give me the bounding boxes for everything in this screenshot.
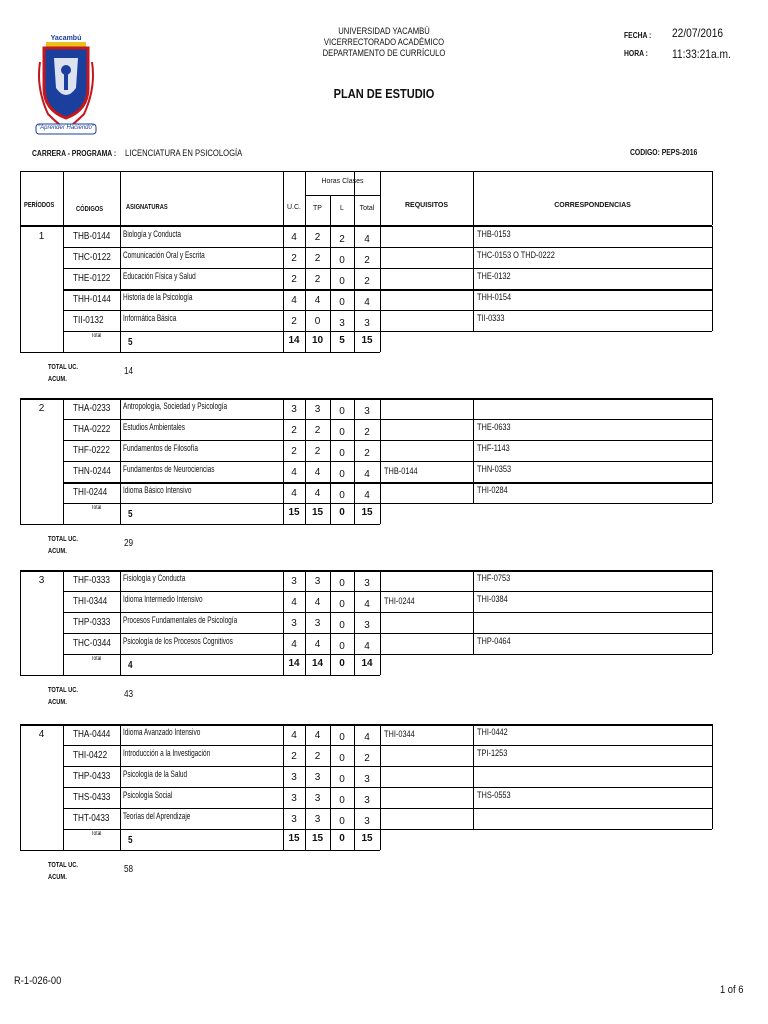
subject-name: Idioma Avanzado Intensivo (123, 727, 201, 737)
subject-name: Fundamentos de Neurociencias (123, 464, 215, 474)
subject-code: THE-0122 (73, 273, 111, 284)
table-row-rule (63, 503, 712, 504)
page-title: PLAN DE ESTUDIO (333, 86, 435, 101)
subject-l: 0 (339, 490, 345, 501)
total-row-label: Total (91, 333, 102, 339)
subject-correspondencia: THF-1143 (477, 443, 510, 453)
acum-label: ACUM. (48, 548, 67, 555)
total-row-label: Total (91, 505, 102, 511)
subject-code: THC-0122 (73, 252, 111, 263)
subject-name: Introducción a la Investigación (123, 748, 211, 758)
total-row-label: Total (91, 831, 102, 837)
subject-total-hours: 4 (364, 490, 370, 501)
period-rule (20, 724, 21, 850)
period-number: 3 (38, 575, 45, 586)
subject-total-hours: 3 (364, 774, 370, 785)
total-row-uc: 15 (288, 507, 300, 518)
subject-correspondencia: THE-0132 (477, 271, 511, 281)
col-header-tp: TP (313, 205, 322, 212)
period-number: 4 (38, 729, 45, 740)
header-rule (20, 171, 712, 172)
page-number: 1 of 6 (720, 984, 744, 996)
subject-correspondencia: TII-0333 (477, 313, 505, 323)
subject-name: Historia de la Psicología (123, 292, 193, 302)
subject-l: 0 (339, 427, 345, 438)
subject-l: 0 (339, 276, 345, 287)
subject-uc: 2 (291, 316, 297, 327)
subject-correspondencia: THE-0633 (477, 422, 511, 432)
subject-l: 0 (339, 297, 345, 308)
total-row-tp: 15 (311, 833, 324, 844)
period-rule (712, 570, 713, 654)
subject-tp: 2 (314, 751, 321, 762)
subject-name: Idioma Básico Intensivo (123, 485, 192, 495)
total-row-count: 5 (128, 835, 133, 846)
period-rule (20, 398, 21, 524)
subject-total-hours: 2 (364, 753, 370, 764)
subject-name: Psicología de los Procesos Cognitivos (123, 636, 233, 646)
subject-tp: 4 (314, 488, 321, 499)
total-uc-label: TOTAL UC. (48, 687, 78, 694)
table-row-rule (63, 787, 712, 788)
subject-uc: 3 (291, 404, 297, 415)
total-uc-label: TOTAL UC. (48, 364, 78, 371)
subject-tp: 2 (314, 446, 321, 457)
subject-uc: 3 (291, 772, 297, 783)
header-rule (305, 195, 380, 196)
period-rule (473, 398, 474, 503)
logo-motto: "Aprender Haciendo" (38, 125, 94, 131)
table-row-rule (63, 289, 712, 291)
subject-name: Idioma Intermedio Intensivo (123, 594, 203, 604)
table-row-rule (63, 440, 712, 441)
subject-total-hours: 3 (364, 318, 370, 329)
total-row-tp: 15 (311, 507, 324, 518)
subject-code: THF-0333 (73, 575, 110, 586)
institution-line: VICERRECTORADO ACADÉMICO (323, 37, 445, 47)
total-row-rule (20, 352, 380, 353)
period-top-rule (20, 398, 712, 400)
total-row-label: Total (91, 656, 102, 662)
carrera-programa (32, 148, 242, 158)
subject-tp: 3 (314, 814, 321, 825)
table-row-rule (63, 482, 712, 484)
hora-label: HORA : (624, 49, 648, 58)
total-row-total: 15 (361, 507, 373, 518)
subject-uc: 2 (291, 751, 297, 762)
header-rule (283, 171, 284, 225)
table-row-rule (63, 808, 712, 809)
subject-l: 0 (339, 599, 345, 610)
subject-correspondencia: THI-0284 (477, 485, 508, 495)
subject-correspondencia: THI-0384 (477, 594, 508, 604)
total-row-l: 0 (339, 658, 345, 669)
subject-code: THA-0233 (73, 403, 111, 414)
subject-code: THP-0433 (73, 771, 111, 782)
fecha-label: FECHA : (624, 31, 652, 40)
subject-total-hours: 4 (364, 297, 370, 308)
carrera-value: LICENCIATURA EN PSICOLOGÍA (125, 148, 243, 158)
header-rule (20, 225, 712, 227)
table-row-rule (63, 745, 712, 746)
subject-l: 0 (339, 816, 345, 827)
col-header-asignaturas: ASIGNATURAS (126, 204, 168, 211)
subject-code: THA-0444 (73, 729, 111, 740)
subject-l: 0 (339, 578, 345, 589)
subject-tp: 4 (314, 597, 321, 608)
subject-uc: 2 (291, 425, 297, 436)
total-row-rule (20, 524, 380, 525)
subject-correspondencia: TPI-1253 (477, 748, 508, 758)
subject-correspondencia: THC-0153 O THD-0222 (477, 250, 555, 260)
subject-requisito: THI-0344 (384, 729, 415, 739)
period-rule (712, 398, 713, 503)
total-row-total: 15 (361, 335, 373, 346)
subject-code: THP-0333 (73, 617, 111, 628)
subject-correspondencia: THB-0153 (477, 229, 511, 239)
subject-total-hours: 2 (364, 276, 370, 287)
subject-uc: 2 (291, 253, 297, 264)
subject-uc: 4 (291, 597, 297, 608)
logo-wordmark: Yacambú (50, 35, 82, 42)
subject-name: Antropología, Sociedad y Psicología (123, 401, 228, 411)
subject-tp: 2 (314, 425, 321, 436)
period-rule (712, 226, 713, 331)
header-rule (20, 171, 21, 225)
subject-correspondencia: THH-0154 (477, 292, 512, 302)
subject-l: 2 (339, 234, 345, 245)
subject-uc: 4 (291, 295, 297, 306)
col-header-periodos: PERÍODOS (24, 202, 55, 209)
table-row-rule (63, 829, 712, 830)
total-row-total: 15 (361, 833, 373, 844)
subject-tp: 2 (314, 232, 321, 243)
subject-code: THI-0344 (73, 596, 108, 607)
col-header-codigos: CÓDIGOS (76, 206, 104, 213)
subject-uc: 4 (291, 467, 297, 478)
period-number: 2 (38, 403, 45, 414)
period-rule (63, 570, 64, 675)
subject-uc: 3 (291, 618, 297, 629)
subject-requisito: THI-0244 (384, 596, 415, 606)
table-row-rule (63, 591, 712, 592)
subject-code: TII-0132 (73, 315, 104, 326)
subject-name: Procesos Fundamentales de Psicología (123, 615, 238, 625)
total-row-count: 5 (128, 337, 133, 348)
subject-tp: 4 (314, 295, 321, 306)
subject-name: Fundamentos de Filosofía (123, 443, 198, 453)
form-code: R-1-026-00 (14, 975, 62, 987)
subject-code: THI-0422 (73, 750, 108, 761)
subject-name: Comunicación Oral y Escrita (123, 250, 205, 260)
col-header-total: Total (359, 205, 375, 212)
subject-name: Informática Básica (123, 313, 177, 323)
subject-name: Educación Física y Salud (123, 271, 196, 281)
subject-correspondencia: THP-0464 (477, 636, 511, 646)
subject-name: Fisiología y Conducta (123, 573, 186, 583)
plan-code: CODIGO: PEPS-2016 (630, 148, 698, 157)
total-uc-label: TOTAL UC. (48, 862, 78, 869)
subject-total-hours: 4 (364, 234, 370, 245)
col-header-l: L (340, 205, 344, 212)
acum-value: 14 (124, 366, 134, 377)
subject-code: THA-0222 (73, 424, 111, 435)
table-row-rule (63, 247, 712, 248)
table-row-rule (63, 766, 712, 767)
total-row-l: 0 (339, 507, 345, 518)
subject-code: THI-0244 (73, 487, 108, 498)
total-row-uc: 15 (288, 833, 300, 844)
subject-total-hours: 3 (364, 620, 370, 631)
header-rule (63, 171, 64, 225)
total-row-uc: 14 (288, 335, 300, 346)
carrera-label: CARRERA - PROGRAMA : (32, 149, 117, 158)
period-rule (473, 724, 474, 829)
institution-line: UNIVERSIDAD YACAMBÚ (338, 26, 430, 36)
subject-uc: 4 (291, 730, 297, 741)
subject-tp: 3 (314, 618, 321, 629)
subject-total-hours: 3 (364, 816, 370, 827)
acum-value: 58 (124, 864, 134, 875)
subject-total-hours: 4 (364, 732, 370, 743)
total-uc-label: TOTAL UC. (48, 536, 78, 543)
period-rule (20, 226, 21, 352)
subject-uc: 2 (291, 274, 297, 285)
total-row-count: 5 (128, 509, 133, 520)
table-row-rule (63, 268, 712, 269)
period-number: 1 (38, 231, 45, 242)
subject-total-hours: 3 (364, 578, 370, 589)
table-row-rule (63, 633, 712, 634)
total-row-total: 14 (361, 658, 373, 669)
col-header-correspondencias: CORRESPONDENCIAS (554, 202, 631, 209)
acum-label: ACUM. (48, 699, 67, 706)
period-rule (473, 226, 474, 331)
header-rule (380, 171, 381, 225)
subject-l: 0 (339, 255, 345, 266)
hora-value: 11:33:21a.m. (672, 47, 731, 61)
total-row-rule (20, 675, 380, 676)
institution-line: DEPARTAMENTO DE CURRÍCULO (322, 48, 446, 58)
subject-tp: 4 (314, 730, 321, 741)
subject-tp: 0 (314, 316, 321, 327)
subject-correspondencia: THI-0442 (477, 727, 508, 737)
subject-tp: 3 (314, 576, 321, 587)
subject-total-hours: 3 (364, 406, 370, 417)
subject-name: Psicología Social (123, 790, 173, 800)
table-row-rule (63, 612, 712, 613)
period-top-rule (20, 570, 712, 572)
subject-total-hours: 2 (364, 255, 370, 266)
subject-code: THN-0244 (73, 466, 111, 477)
subject-tp: 3 (314, 793, 321, 804)
period-rule (120, 570, 121, 675)
total-row-count: 4 (128, 660, 133, 671)
subject-l: 0 (339, 448, 345, 459)
header-rule (473, 171, 474, 225)
acum-value: 43 (124, 689, 134, 700)
subject-tp: 2 (314, 253, 321, 264)
table-row-rule (63, 331, 712, 332)
subject-code: THF-0222 (73, 445, 110, 456)
total-row-l: 5 (339, 335, 345, 346)
subject-l: 0 (339, 641, 345, 652)
table-row-rule (63, 654, 712, 655)
total-row-uc: 14 (288, 658, 300, 669)
subject-correspondencia: THF-0753 (477, 573, 511, 583)
subject-total-hours: 2 (364, 448, 370, 459)
col-header-requisitos: REQUISITOS (404, 202, 449, 209)
subject-total-hours: 4 (364, 599, 370, 610)
subject-correspondencia: THN-0353 (477, 464, 512, 474)
col-header-horas-clases: Horas Clases (321, 178, 364, 185)
table-row-rule (63, 419, 712, 420)
subject-total-hours: 2 (364, 427, 370, 438)
subject-code: THB-0144 (73, 231, 111, 242)
subject-total-hours: 4 (364, 469, 370, 480)
header-rule (712, 171, 713, 225)
subject-name: Psicología de la Salud (123, 769, 188, 779)
subject-uc: 4 (291, 488, 297, 499)
subject-uc: 3 (291, 814, 297, 825)
total-row-tp: 10 (311, 335, 324, 346)
subject-l: 0 (339, 469, 345, 480)
subject-uc: 2 (291, 446, 297, 457)
subject-total-hours: 3 (364, 795, 370, 806)
acum-label: ACUM. (48, 874, 67, 881)
subject-l: 0 (339, 406, 345, 417)
institution-header (58, 26, 711, 59)
subject-code: THH-0144 (73, 294, 111, 305)
fecha-value: 22/07/2016 (672, 26, 724, 40)
subject-code: THS-0433 (73, 792, 111, 803)
subject-l: 0 (339, 774, 345, 785)
subject-correspondencia: THS-0553 (477, 790, 511, 800)
subject-tp: 3 (314, 404, 321, 415)
subject-l: 0 (339, 732, 345, 743)
subject-tp: 3 (314, 772, 321, 783)
total-row-rule (20, 850, 380, 851)
subject-code: THC-0344 (73, 638, 111, 649)
subject-uc: 4 (291, 639, 297, 650)
period-rule (380, 570, 381, 675)
subject-name: Teorías del Aprendizaje (123, 811, 191, 821)
subject-uc: 3 (291, 793, 297, 804)
col-header-uc: U.C. (287, 204, 301, 211)
table-row-rule (63, 310, 712, 311)
subject-code: THT-0433 (73, 813, 110, 824)
subject-name: Estudios Ambientales (123, 422, 185, 432)
acum-value: 29 (124, 538, 134, 549)
subject-total-hours: 4 (364, 641, 370, 652)
subject-requisito: THB-0144 (384, 466, 418, 476)
subject-l: 0 (339, 795, 345, 806)
acum-label: ACUM. (48, 376, 67, 383)
subject-tp: 4 (314, 639, 321, 650)
total-row-tp: 14 (311, 658, 324, 669)
period-rule (712, 724, 713, 829)
subject-l: 3 (339, 318, 345, 329)
subject-uc: 3 (291, 576, 297, 587)
subject-name: Biología y Conducta (123, 229, 182, 239)
subject-tp: 2 (314, 274, 321, 285)
table-row-rule (63, 461, 712, 462)
subject-l: 0 (339, 620, 345, 631)
header-rule (120, 171, 121, 225)
total-row-l: 0 (339, 833, 345, 844)
subject-l: 0 (339, 753, 345, 764)
subject-tp: 4 (314, 467, 321, 478)
subject-uc: 4 (291, 232, 297, 243)
period-top-rule (20, 724, 712, 726)
